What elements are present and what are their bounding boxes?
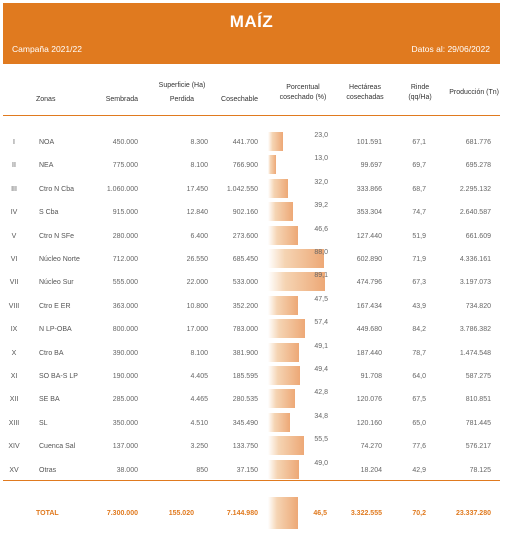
total-produccion: 23.337.280 [455,510,491,517]
percent-value: 55,5 [314,436,328,444]
col-superficie: Superficie (Ha) [158,82,206,89]
col-zonas: Zonas [36,96,56,103]
hectareas-value: 187.440 [356,349,382,357]
rinde-value: 71,9 [412,256,426,263]
percent-value: 46,6 [314,225,328,233]
perdida-value: 3.250 [190,443,208,451]
percent-value: 47,5 [314,295,328,303]
sembrada-value: 915.000 [112,209,138,217]
zone-name: SL [39,419,48,427]
perdida-value: 22.000 [186,279,208,287]
zone-number: XII [9,396,19,404]
percent-value: 89,1 [314,272,328,280]
percent-bar [268,343,299,362]
sembrada-value: 363.000 [112,302,138,310]
table-row [0,225,515,244]
zone-name: SE BA [39,396,60,404]
perdida-value: 4.465 [190,396,208,404]
sembrada-value: 1.060.000 [106,185,138,193]
produccion-value: 4.336.161 [459,256,491,263]
total-cosechable: 7.144.980 [226,510,258,517]
rinde-value: 67,3 [412,279,426,287]
zone-name: Ctro BA [39,349,64,357]
percent-value: 49,1 [314,342,328,350]
hectareas-value: 353.304 [356,209,382,217]
col-produccion: Producción (Tn) [449,89,499,96]
produccion-value: 587.275 [465,373,491,380]
cosechable-value: 185.595 [232,373,258,380]
cosechable-value: 685.450 [232,256,258,263]
zone-name: S Cba [39,209,59,217]
percent-bar [268,366,300,385]
col-rinde: Rinde [410,84,430,91]
zone-name: NEA [39,162,54,170]
sembrada-value: 450.000 [112,139,138,146]
rinde-value: 68,7 [412,185,426,193]
table-row [0,459,515,478]
total-percent: 46,5 [313,510,327,517]
rinde-value: 78,7 [412,349,426,357]
percent-bar [268,179,288,198]
col-rinde-sub: (qq/Ha) [408,94,432,101]
cosechable-value: 37.150 [236,466,258,474]
table-row [0,251,515,267]
hectareas-value: 602.890 [356,256,382,263]
table-row [0,321,515,337]
hectareas-value: 167.434 [356,302,382,310]
sembrada-value: 137.000 [112,443,138,451]
percent-value: 39,2 [314,202,328,210]
zone-name: Núcleo Norte [39,256,80,263]
col-porcentual: Porcentual [286,84,320,91]
percent-bar [268,202,293,221]
perdida-value: 17.000 [186,326,208,334]
produccion-value: 3.197.073 [459,279,491,287]
hectareas-value: 91.708 [360,373,382,380]
rinde-value: 43,9 [412,302,426,310]
table-row [0,157,515,173]
percent-value: 23,0 [314,132,328,139]
perdida-value: 850 [196,466,208,474]
zone-number: X [11,349,17,357]
rinde-value: 42,9 [412,466,426,474]
zone-name: N LP-OBA [39,326,72,334]
cosechable-value: 345.490 [232,419,258,427]
percent-bar [268,389,295,408]
zone-name: Ctro N Cba [39,185,75,193]
hectareas-value: 74.270 [360,443,382,451]
zone-name: NOA [39,139,55,146]
sembrada-value: 712.000 [112,256,138,263]
zone-name: Ctro N SFe [39,232,75,240]
perdida-value: 4.510 [190,419,208,427]
rinde-value: 69,7 [412,162,426,170]
percent-bar [268,296,298,315]
produccion-value: 1.474.548 [459,349,491,357]
table-row [0,342,515,361]
zone-number: XV [9,466,19,474]
zone-number: III [11,185,17,193]
percent-bar [268,319,305,338]
perdida-value: 17.450 [186,185,208,193]
table-row [0,274,515,290]
hectareas-value: 449.680 [356,326,382,334]
percent-value: 49,0 [314,459,328,467]
zone-number: XIII [8,419,20,427]
cosechable-value: 533.000 [232,279,258,287]
header-divider [3,115,500,116]
zone-number: II [12,162,16,170]
rinde-value: 65,0 [412,419,426,427]
percent-bar [268,155,276,174]
rinde-value: 84,2 [412,326,426,334]
cosechable-value: 902.160 [232,209,258,217]
rinde-value: 67,5 [412,396,426,404]
cosechable-value: 352.200 [232,302,258,310]
percent-value: 88,0 [314,249,328,256]
zone-number: IX [10,326,18,334]
report-header [3,3,500,64]
total-perdida: 155.020 [168,510,194,517]
table-row [0,391,515,407]
percent-bar [268,460,299,479]
table-row [0,438,515,454]
zone-name: SO BA-S LP [39,373,78,380]
cosechable-value: 133.750 [232,443,258,451]
table-row [0,295,515,314]
rinde-value: 67,1 [412,139,426,146]
percent-bar [268,413,290,432]
hectareas-value: 333.866 [356,185,382,193]
zone-number: I [13,139,15,146]
table-row [0,368,515,384]
sembrada-value: 555.000 [112,279,138,287]
total-sembrada: 7.300.000 [106,510,138,517]
perdida-value: 6.400 [190,232,208,240]
percent-value: 13,0 [314,155,328,163]
col-porcentual-sub: cosechado (%) [279,94,327,101]
produccion-value: 2.295.132 [459,185,491,193]
sembrada-value: 190.000 [112,373,138,380]
percent-bar [268,436,304,455]
data-date-label: Datos al: 29/06/2022 [411,44,490,54]
produccion-value: 661.609 [465,232,491,240]
produccion-value: 78.125 [469,466,491,474]
perdida-value: 26.550 [186,256,208,263]
zone-number: VII [9,279,19,287]
produccion-value: 810.851 [465,396,491,404]
percent-value: 32,0 [314,178,328,186]
produccion-value: 3.786.382 [459,326,491,334]
hectareas-value: 101.591 [356,139,382,146]
sembrada-value: 38.000 [116,466,138,474]
hectareas-value: 120.076 [356,396,382,404]
sembrada-value: 390.000 [112,349,138,357]
cosechable-value: 273.600 [232,232,258,240]
col-hectareas-sub: cosechadas [346,94,384,101]
sembrada-value: 800.000 [112,326,138,334]
hectareas-value: 120.160 [356,419,382,427]
percent-value: 34,8 [314,412,328,420]
rinde-value: 77,6 [412,443,426,451]
percent-bar [268,226,298,245]
percent-value: 49,4 [314,366,328,373]
perdida-value: 8.100 [190,349,208,357]
zone-number: XIV [8,443,20,451]
perdida-value: 12.840 [186,209,208,217]
cosechable-value: 381.900 [232,349,258,357]
total-divider [3,480,500,481]
produccion-value: 734.820 [465,302,491,310]
col-perdida: Perdida [169,96,194,103]
sembrada-value: 350.000 [112,419,138,427]
sembrada-value: 285.000 [112,396,138,404]
sembrada-value: 775.000 [112,162,138,170]
produccion-value: 781.445 [465,419,491,427]
col-hectareas: Hectáreas [349,84,381,91]
hectareas-value: 474.796 [356,279,382,287]
total-rinde: 70,2 [412,510,426,517]
total-label: TOTAL [36,510,59,517]
cosechable-value: 280.535 [232,396,258,404]
zone-number: XI [10,373,18,380]
percent-value: 57,4 [314,319,328,327]
cosechable-value: 441.700 [232,139,258,146]
cosechable-value: 783.000 [232,326,258,334]
perdida-value: 8.100 [190,162,208,170]
zone-name: Ctro E ER [39,302,71,310]
total-row [0,509,515,523]
rinde-value: 51,9 [412,232,426,240]
produccion-value: 2.640.587 [459,209,491,217]
sembrada-value: 280.000 [112,232,138,240]
rinde-value: 64,0 [412,373,426,380]
cosechable-value: 766.900 [232,162,258,170]
col-sembrada: Sembrada [105,96,138,103]
rinde-value: 74,7 [412,209,426,217]
campaign-label: Campaña 2021/22 [12,44,82,54]
total-hectareas: 3.322.555 [350,510,382,517]
table-row [0,134,515,150]
zone-name: Núcleo Sur [39,279,74,287]
percent-value: 42,8 [314,389,328,397]
produccion-value: 695.278 [465,162,491,170]
zone-number: VIII [8,302,20,310]
hectareas-value: 18.204 [360,466,382,474]
produccion-value: 576.217 [465,443,491,451]
hectareas-value: 127.440 [356,232,382,240]
perdida-value: 4.405 [190,373,208,380]
col-cosechable: Cosechable [221,96,258,103]
zone-number: VI [10,256,18,263]
produccion-value: 681.776 [465,139,491,146]
zone-number: V [11,232,17,240]
zone-name: Cuenca Sal [39,443,76,451]
table-row [0,178,515,197]
percent-bar [268,132,283,151]
table-row [0,412,515,431]
table-row [0,204,515,220]
zone-number: IV [10,209,18,217]
perdida-value: 8.300 [190,139,208,146]
perdida-value: 10.800 [186,302,208,310]
zone-name: Otras [39,466,57,474]
cosechable-value: 1.042.550 [226,185,258,193]
report-title: MAÍZ [229,12,274,31]
hectareas-value: 99.697 [360,162,382,170]
